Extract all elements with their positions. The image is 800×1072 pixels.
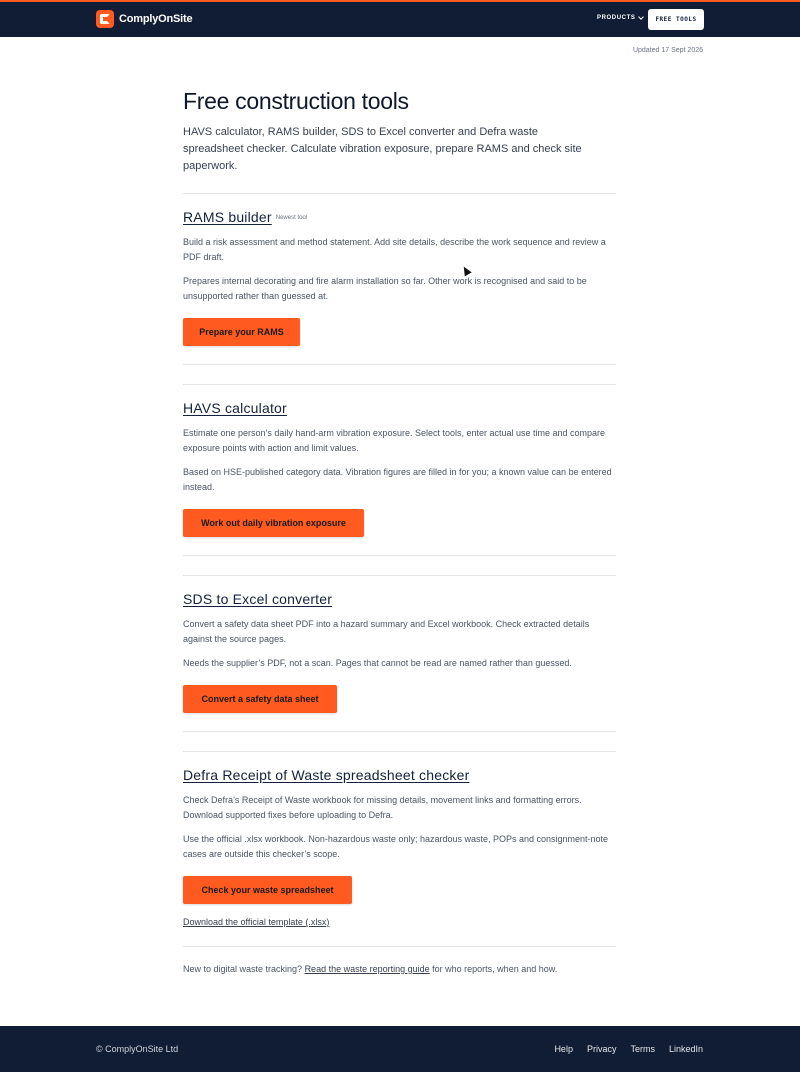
- page-intro: HAVS calculator, RAMS builder, SDS to Excel converter and Defra waste spreadsheet checker. Calculate vibration exposure, prepare RAMS and check site paperwork.: [183, 126, 582, 172]
- footer-link-privacy[interactable]: Privacy: [586, 1044, 617, 1054]
- footer: [0, 1026, 800, 1072]
- divider: [183, 946, 616, 947]
- brand-name: ComplyOnSite: [119, 13, 193, 25]
- tool-title-defra[interactable]: Defra Receipt of Waste spreadsheet checker: [183, 767, 470, 783]
- free-tools-button[interactable]: FREE TOOLS: [648, 9, 704, 30]
- divider: [183, 575, 616, 576]
- divider: [183, 193, 616, 194]
- check-waste-button[interactable]: Check your waste spreadsheet: [183, 876, 352, 904]
- prepare-rams-button[interactable]: Prepare your RAMS: [183, 318, 300, 346]
- tool-title-havs[interactable]: HAVS calculator: [183, 400, 287, 416]
- footer-link-terms[interactable]: Terms: [630, 1044, 655, 1054]
- top-nav: [0, 0, 800, 37]
- products-menu[interactable]: [597, 15, 643, 21]
- footer-link-help[interactable]: Help: [554, 1044, 573, 1054]
- footnote-after: for who reports, when and how.: [429, 964, 558, 974]
- convert-sds-button[interactable]: Convert a safety data sheet: [183, 685, 337, 713]
- divider: [183, 384, 616, 385]
- havs-cta-button[interactable]: Work out daily vibration exposure: [183, 509, 364, 537]
- waste-guide-footnote: [183, 964, 557, 974]
- page-title: Free construction tools: [183, 88, 409, 114]
- tool-note-havs: Based on HSE-published category data. Vibration figures are filled in for you; a known value can be entered instead.: [183, 467, 612, 492]
- tool-desc-rams: Build a risk assessment and method statement. Add site details, describe the work sequence and review a PDF draft.: [183, 237, 606, 262]
- brand-link[interactable]: [96, 10, 192, 28]
- tool-desc-havs: Estimate one person’s daily hand-arm vibration exposure. Select tools, enter actual use time and compare exposure points with action and limit values.: [183, 428, 606, 453]
- tool-note-defra: Use the official .xlsx workbook. Non-hazardous waste only; hazardous waste, POPs and consignment-note cases are outside this checker’s scope.: [183, 834, 609, 859]
- divider: [183, 555, 616, 556]
- updated-date: Updated 17 Sept 2026: [632, 47, 703, 54]
- logo-icon: [96, 10, 114, 28]
- tool-title-rams[interactable]: [183, 209, 307, 225]
- divider: [183, 364, 616, 365]
- tool-note-sds: Needs the supplier’s PDF, not a scan. Pages that cannot be read are named rather than guessed.: [183, 658, 572, 668]
- newest-badge: Newest tool: [275, 215, 308, 222]
- download-template-link[interactable]: Download the official template (.xlsx): [183, 917, 330, 927]
- footer-links: [554, 1044, 703, 1054]
- tool-desc-defra: Check Defra’s Receipt of Waste workbook for missing details, movement links and formatting errors. Download supported fixes before uploading to Defra.: [183, 795, 582, 820]
- footnote-before: New to digital waste tracking?: [183, 964, 305, 974]
- tool-title-text: RAMS builder: [183, 209, 272, 225]
- copyright: © ComplyOnSite Ltd: [96, 1044, 179, 1054]
- tool-title-sds[interactable]: SDS to Excel converter: [183, 591, 333, 607]
- waste-guide-link[interactable]: Read the waste reporting guide: [304, 964, 430, 974]
- chevron-down-icon: [639, 14, 645, 20]
- products-label: PRODUCTS: [597, 15, 636, 21]
- divider: [183, 751, 616, 752]
- tool-desc-sds: Convert a safety data sheet PDF into a hazard summary and Excel workbook. Check extracted details against the source pages.: [183, 619, 590, 644]
- divider: [183, 731, 616, 732]
- footer-link-linkedin[interactable]: LinkedIn: [668, 1044, 703, 1054]
- tool-note-rams: Prepares internal decorating and fire alarm installation so far. Other work is recognised and said to be unsupported rather than guessed at.: [183, 276, 587, 301]
